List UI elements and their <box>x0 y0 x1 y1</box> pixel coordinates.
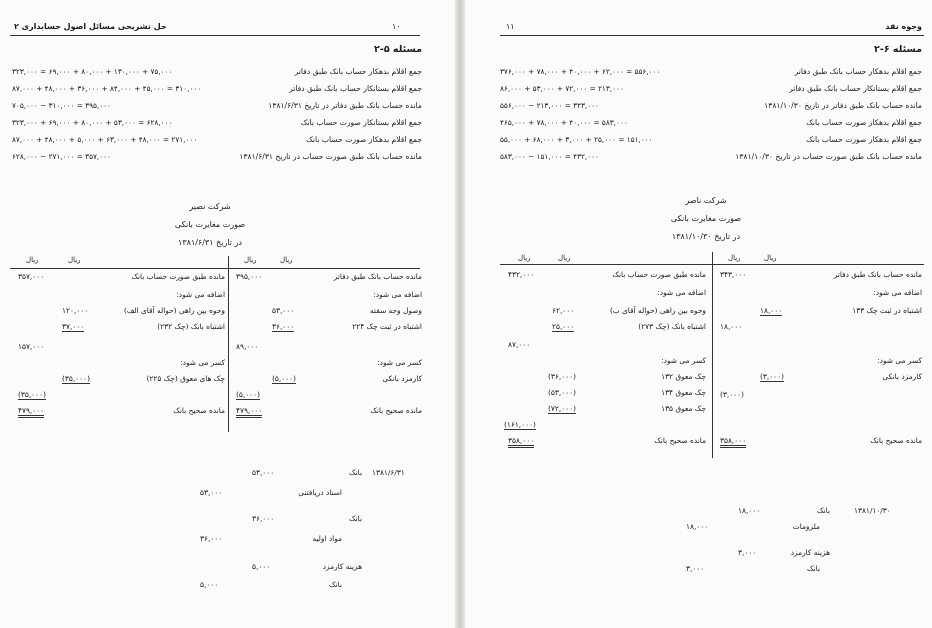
left-eq-calc-6: ۶۲۸,۰۰۰ − ۲۷۱,۰۰۰ = ۳۵۷,۰۰۰ <box>12 152 112 161</box>
right-eq-label-3: مانده حساب بانک طبق دفاتر در تاریخ ۱۳۸۱/۱۰/۳۰ <box>764 101 922 110</box>
left-bank-add-amount-1: ۱۲۰,۰۰۰ <box>62 306 89 315</box>
right-bank-add-label-1: وجوه بین راهی (حواله آقای ب) <box>609 306 706 315</box>
right-eq-calc-4: ۴۶۵,۰۰۰ + ۷۸,۰۰۰ + ۴۰,۰۰۰ = ۵۸۳,۰۰۰ <box>500 118 628 127</box>
right-bank-add-amount-2: ۲۵,۰۰۰ <box>552 322 575 331</box>
left-book-add-amount-1: ۵۳,۰۰۰ <box>272 306 295 315</box>
left-eq-label-2: جمع اقلام بستانکار حساب بانک طبق دفاتر <box>289 84 422 93</box>
left-journal-debit-1: ۵۳,۰۰۰ <box>252 468 275 477</box>
right-book-closing-label: مانده صحیح بانک <box>870 436 922 445</box>
left-bank-closing: ۴۷۹,۰۰۰ <box>18 406 44 418</box>
left-problem-title: مسئله ۵-۲ <box>374 44 422 55</box>
left-eq-calc-2: ۸۷,۰۰۰ + ۴۸,۰۰۰ + ۳۶,۰۰۰ + ۸۴,۰۰۰ + ۴۵,۰۰۰ = ۳۱۰,۰۰۰ <box>12 84 202 93</box>
left-journal-account-1: بانک <box>349 468 362 477</box>
right-unit-book-2: ریال <box>728 254 741 262</box>
right-statement-title: صورت مغایرت بانکی <box>670 214 742 223</box>
left-eq-label-3: مانده حساب بانک طبق دفاتر در تاریخ ۱۳۸۱/۶/۳۱ <box>268 101 422 110</box>
left-bank-less-heading: کسر می شود: <box>180 358 225 367</box>
left-table-top-rule <box>10 268 420 269</box>
right-bank-closing: ۳۵۸,۰۰۰ <box>508 436 534 448</box>
right-bank-less-label-2: چک معوق ۱۳۴ <box>661 388 706 397</box>
left-book-add-amount-2: ۳۶,۰۰۰ <box>272 322 295 331</box>
right-book-add-total: ۱۸,۰۰۰ <box>720 322 743 331</box>
left-journal-credit-2: ۵۳,۰۰۰ <box>200 488 223 497</box>
right-book-opening: ۳۴۳,۰۰۰ <box>720 270 747 279</box>
left-journal-debit-5: ۵,۰۰۰ <box>252 562 271 571</box>
right-page <box>466 0 932 628</box>
right-eq-calc-1: ۳۷۶,۰۰۰ + ۷۸,۰۰۰ + ۴۰,۰۰۰ + ۶۲,۰۰۰ = ۵۵۶,۰۰۰ <box>500 67 661 76</box>
right-bank-add-total: ۸۷,۰۰۰ <box>508 340 531 349</box>
right-bank-less-heading: کسر می شود: <box>661 356 706 365</box>
right-book-add-amount-1: ۱۸,۰۰۰ <box>760 306 783 315</box>
right-bank-opening-label: مانده طبق صورت حساب بانک <box>612 270 706 279</box>
left-statement-title: صورت مغایرت بانکی <box>174 220 246 229</box>
right-journal-debit-1: ۱۸,۰۰۰ <box>738 506 761 515</box>
left-header-rule <box>10 35 420 36</box>
left-bank-add-heading: اضافه می شود: <box>176 290 225 299</box>
left-page-number: ۱۰ <box>392 22 401 31</box>
right-eq-label-2: جمع اقلام بستانکار حساب بانک طبق دفاتر <box>789 84 922 93</box>
left-bank-closing-label: مانده صحیح بانک <box>173 406 225 415</box>
right-header-title: وجوه نقد <box>885 22 922 31</box>
right-bank-add-heading: اضافه می شود: <box>657 288 706 297</box>
left-journal-credit-6: ۵,۰۰۰ <box>200 580 219 589</box>
right-journal-account-3: هزینه کارمزد <box>790 548 830 557</box>
left-bank-add-total: ۱۵۷,۰۰۰ <box>18 342 45 351</box>
right-problem-title: مسئله ۶-۲ <box>874 44 922 55</box>
left-bank-opening: ۳۵۷,۰۰۰ <box>18 272 45 281</box>
left-journal-account-4: مواد اولیه <box>312 534 342 543</box>
right-bank-less-label-3: چک معوق ۱۳۵ <box>661 404 706 413</box>
right-journal-debit-3: ۳,۰۰۰ <box>738 548 757 557</box>
left-eq-calc-3: ۷۰۵,۰۰۰ − ۳۱۰,۰۰۰ = ۳۹۵,۰۰۰ <box>12 101 112 110</box>
left-journal-date: ۱۳۸۱/۶/۳۱ <box>372 468 405 477</box>
right-book-closing: ۳۵۸,۰۰۰ <box>720 436 746 448</box>
left-journal-account-6: بانک <box>329 580 342 589</box>
book-gutter <box>455 0 465 628</box>
left-statement-date: در تاریخ ۱۳۸۱/۶/۳۱ <box>178 238 242 247</box>
left-table-divider <box>228 256 229 432</box>
left-book-opening: ۳۹۵,۰۰۰ <box>236 272 263 281</box>
left-eq-calc-1: ۳۲۳,۰۰۰ = ۶۹,۰۰۰ + ۸۰,۰۰۰ + ۱۳۰,۰۰۰ + ۷۵,۰۰۰ <box>12 67 173 76</box>
left-header-title: حل تشریحی مسائل اصول حسابداری ۲ <box>14 22 167 31</box>
right-eq-label-1: جمع اقلام بدهکار حساب بانک طبق دفاتر <box>794 67 922 76</box>
left-book-closing-label: مانده صحیح بانک <box>370 406 422 415</box>
left-journal-account-3: بانک <box>349 514 362 523</box>
left-unit-book-2: ریال <box>280 256 293 264</box>
right-bank-less-total: (۱۶۱,۰۰۰) <box>504 420 536 429</box>
right-page-number: ۱۱ <box>506 22 515 31</box>
left-bank-opening-label: مانده طبق صورت حساب بانک <box>131 272 225 281</box>
left-eq-label-6: مانده حساب بانک طبق صورت حساب در تاریخ ۱۳۸۱/۶/۳۱ <box>239 152 422 161</box>
left-bank-add-label-1: وجوه بین راهی (حواله آقای الف) <box>123 306 225 315</box>
right-journal-account-1: بانک <box>817 506 830 515</box>
right-statement-date: در تاریخ ۱۳۸۱/۱۰/۳۰ <box>671 232 741 241</box>
right-bank-less-label-1: چک معوق ۱۳۲ <box>661 372 706 381</box>
right-eq-label-6: مانده حساب بانک طبق صورت حساب در تاریخ ۱۳۸۱/۱۰/۳۰ <box>735 152 922 161</box>
left-bank-less-total: (۳۵,۰۰۰) <box>18 390 46 399</box>
right-book-add-label-1: اشتباه در ثبت چک ۱۳۳ <box>852 306 922 315</box>
right-journal-date: ۱۳۸۱/۱۰/۳۰ <box>854 506 891 515</box>
right-company-name: شرکت ناصر <box>685 196 727 205</box>
right-bank-less-amount-1: (۳۶,۰۰۰) <box>548 372 576 381</box>
right-eq-calc-6: ۵۸۳,۰۰۰ − ۱۵۱,۰۰۰ = ۴۳۲,۰۰۰ <box>500 152 600 161</box>
left-book-closing: ۴۷۹,۰۰۰ <box>236 406 262 418</box>
left-book-less-label-1: کارمزد بانکی <box>382 374 422 383</box>
left-bank-add-amount-2: ۳۷,۰۰۰ <box>62 322 85 331</box>
right-eq-calc-2: ۸۶,۰۰۰ + ۵۳,۰۰۰ + ۷۲,۰۰۰ = ۲۱۳,۰۰۰ <box>500 84 624 93</box>
left-bank-add-label-2: اشتباه بانک (چک ۲۳۲) <box>157 322 225 331</box>
right-bank-less-amount-2: (۵۳,۰۰۰) <box>548 388 576 397</box>
right-bank-add-amount-1: ۶۲,۰۰۰ <box>552 306 575 315</box>
left-unit-bank-2: ریال <box>26 256 39 264</box>
left-book-less-heading: کسر می شود: <box>377 358 422 367</box>
left-book-less-amount-1: (۵,۰۰۰) <box>272 374 296 383</box>
right-eq-calc-5: ۵۵,۰۰۰ + ۶۸,۰۰۰ + ۳,۰۰۰ + ۲۵,۰۰۰ = ۱۵۱,۰۰۰ <box>500 135 653 144</box>
right-bank-closing-label: مانده صحیح بانک <box>654 436 706 445</box>
left-journal-credit-4: ۳۶,۰۰۰ <box>200 534 223 543</box>
right-table-divider <box>712 252 713 458</box>
left-journal-account-5: هزینه کارمزد <box>322 562 362 571</box>
right-unit-bank-1: ریال <box>558 254 571 262</box>
right-bank-add-label-2: اشتباه بانک (چک ۲۷۳) <box>638 322 706 331</box>
right-book-less-total: (۳,۰۰۰) <box>720 390 744 399</box>
left-journal-account-2: اسناد دریافتنی <box>298 488 342 497</box>
left-unit-bank-1: ریال <box>68 256 81 264</box>
right-eq-label-4: جمع اقلام بدهکار صورت حساب بانک <box>806 118 922 127</box>
right-journal-account-2: ملزومات <box>792 522 820 531</box>
left-unit-book-1: ریال <box>244 256 257 264</box>
left-eq-calc-5: ۸۷,۰۰۰ + ۴۸,۰۰۰ + ۵,۰۰۰ + ۶۳,۰۰۰ + ۴۸,۰۰۰ = ۲۷۱,۰۰۰ <box>12 135 198 144</box>
right-book-less-label-1: کارمزد بانکی <box>882 372 922 381</box>
left-book-opening-label: مانده حساب بانک طبق دفاتر <box>333 272 422 281</box>
right-bank-opening: ۴۳۲,۰۰۰ <box>508 270 535 279</box>
right-unit-book-1: ریال <box>764 254 777 262</box>
right-book-less-amount-1: (۳,۰۰۰) <box>760 372 784 381</box>
right-journal-credit-2: ۱۸,۰۰۰ <box>686 522 709 531</box>
right-eq-label-5: جمع اقلام بدهکار صورت حساب بانک <box>806 135 922 144</box>
right-header-rule <box>500 35 924 36</box>
left-eq-label-5: جمع اقلام بدهکار صورت حساب بانک <box>306 135 422 144</box>
left-eq-label-4: جمع اقلام بستانکار صورت حساب بانک <box>300 118 422 127</box>
left-journal-debit-3: ۳۶,۰۰۰ <box>252 514 275 523</box>
right-unit-bank-2: ریال <box>518 254 531 262</box>
right-journal-account-4: بانک <box>807 564 820 573</box>
left-eq-label-1: جمع اقلام بدهکار حساب بانک طبق دفاتر <box>294 67 422 76</box>
left-bank-less-amount-1: (۳۵,۰۰۰) <box>62 374 90 383</box>
left-book-less-total: (۵,۰۰۰) <box>236 390 260 399</box>
left-book-add-label-1: وصول وجه سفته <box>370 306 422 315</box>
left-book-add-label-2: اشتباه در ثبت چک ۲۲۴ <box>352 322 422 331</box>
left-book-add-total: ۸۹,۰۰۰ <box>236 342 259 351</box>
right-book-opening-label: مانده حساب بانک طبق دفاتر <box>833 270 922 279</box>
right-eq-calc-3: ۵۵۶,۰۰۰ − ۲۱۳,۰۰۰ = ۳۴۳,۰۰۰ <box>500 101 600 110</box>
left-company-name: شرکت نصیر <box>189 202 231 211</box>
right-book-less-heading: کسر می شود: <box>877 356 922 365</box>
left-book-add-heading: اضافه می شود: <box>373 290 422 299</box>
left-page <box>0 0 462 628</box>
right-journal-credit-4: ۳,۰۰۰ <box>686 564 705 573</box>
left-bank-less-label-1: چک های معوق (چک ۲۲۵) <box>146 374 225 383</box>
right-book-add-heading: اضافه می شود: <box>873 288 922 297</box>
left-eq-calc-4: ۳۲۳,۰۰۰ + ۶۹,۰۰۰ + ۸۰,۰۰۰ + ۵۳,۰۰۰ = ۶۲۸,۰۰۰ <box>12 118 173 127</box>
right-bank-less-amount-3: (۷۲,۰۰۰) <box>548 404 576 413</box>
